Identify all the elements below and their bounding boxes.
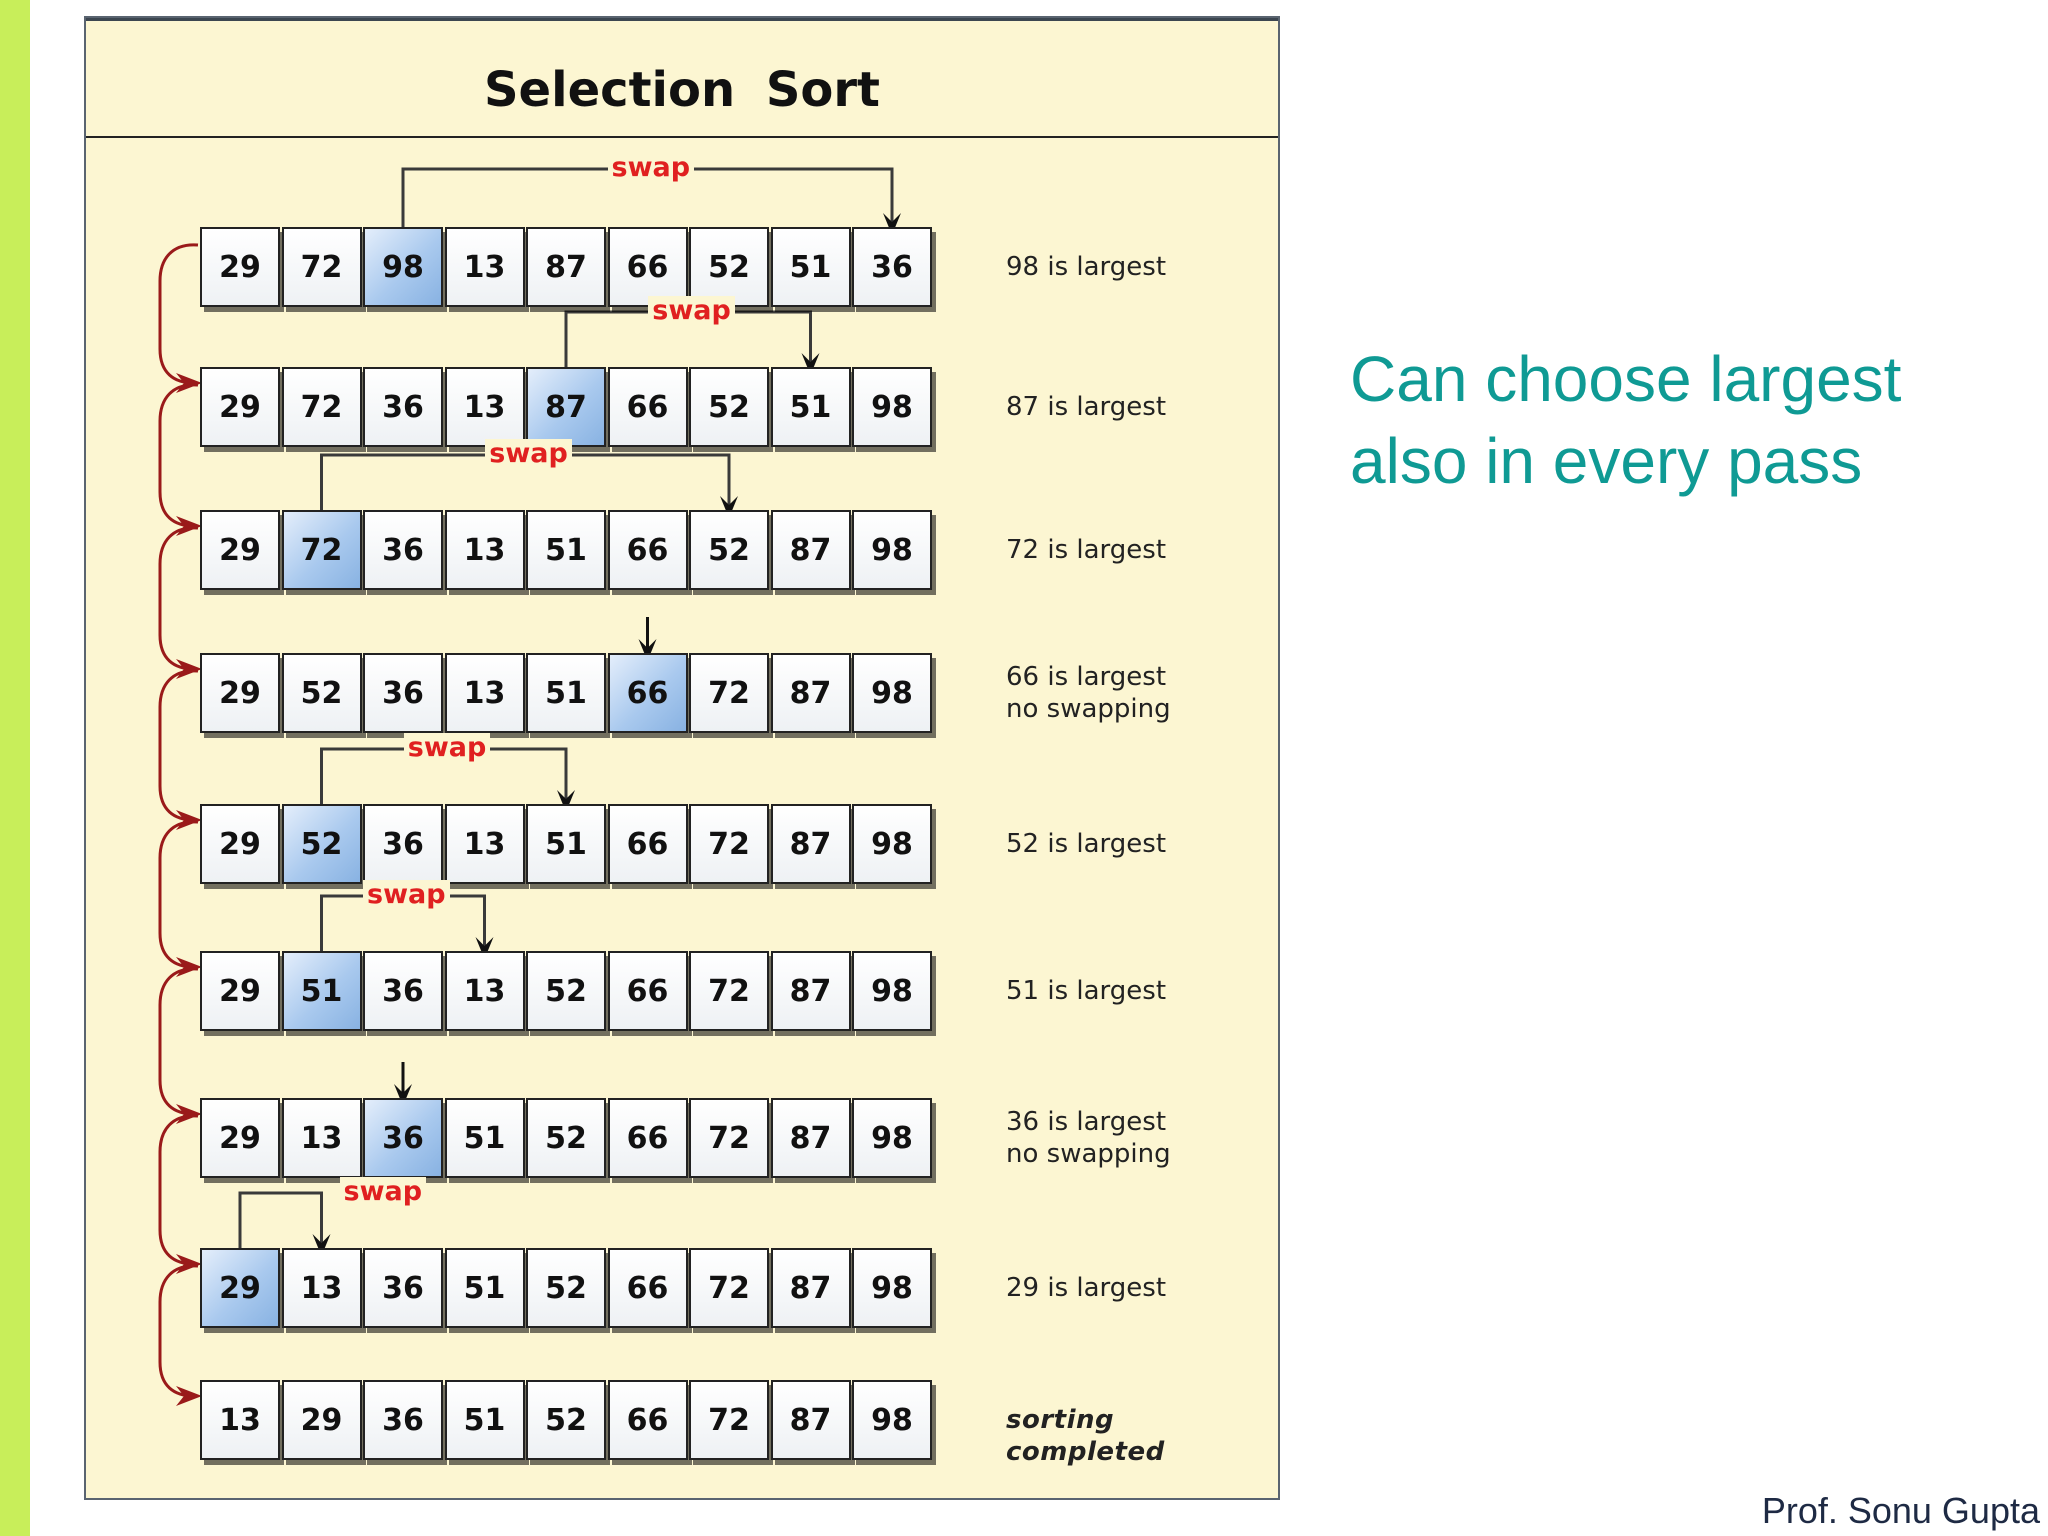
array-cell: 52 [526,1098,606,1178]
array-cell: 51 [445,1098,525,1178]
pass-connector [160,1116,198,1264]
array-cell-largest: 51 [282,951,362,1031]
row-note [1006,828,1266,860]
swap-label: swap [363,880,450,910]
pass-connector [160,822,198,967]
array-cell: 29 [200,653,280,733]
array-cell: 13 [445,653,525,733]
array-cell: 52 [689,227,769,307]
array-cell: 87 [771,951,851,1031]
array-cell: 13 [200,1380,280,1460]
array-cell: 51 [771,367,851,447]
pass-connector-arrowhead [176,659,202,679]
pass-connector [160,969,198,1114]
figure-title: Selection Sort [483,62,880,118]
swap-label: swap [340,1177,427,1207]
array-cell: 29 [200,510,280,590]
row-note [1006,1106,1266,1170]
array-cell-largest: 72 [282,510,362,590]
array-cell: 66 [608,510,688,590]
array-cell: 29 [200,367,280,447]
array-row [200,510,934,590]
array-cell: 98 [852,1248,932,1328]
array-cell: 87 [771,510,851,590]
array-cell-largest: 87 [526,367,606,447]
author-credit: Prof. Sonu Gupta [1761,1490,2040,1531]
array-cell: 72 [689,1380,769,1460]
row-note-line: sorting completed [1006,1405,1165,1467]
row-note-line: 98 is largest [1006,252,1167,282]
array-cell: 36 [363,367,443,447]
array-cell-largest: 66 [608,653,688,733]
array-cell: 66 [608,1248,688,1328]
array-cell: 51 [526,510,606,590]
slide-accent-bar [0,0,30,1536]
array-cell: 13 [445,951,525,1031]
array-cell: 98 [852,510,932,590]
row-note-line: no swapping [1006,1139,1171,1169]
array-cell: 66 [608,227,688,307]
array-cell: 98 [852,804,932,884]
array-cell: 87 [771,1380,851,1460]
array-cell: 36 [363,653,443,733]
selection-sort-figure [84,16,1280,1500]
array-row [200,1098,934,1178]
row-note [1006,534,1266,566]
array-cell: 13 [445,804,525,884]
array-row [200,653,934,733]
array-cell: 72 [689,951,769,1031]
pass-connector-arrowhead [176,516,202,536]
array-cell: 13 [445,227,525,307]
row-note-line: 52 is largest [1006,829,1167,859]
pass-connector-arrowhead [176,957,202,977]
array-cell: 66 [608,804,688,884]
array-cell: 36 [363,1248,443,1328]
row-note-line: 72 is largest [1006,535,1167,565]
array-cell: 51 [445,1248,525,1328]
row-note-line: 87 is largest [1006,392,1167,422]
array-cell: 36 [363,804,443,884]
array-cell: 98 [852,1098,932,1178]
array-cell: 52 [526,1380,606,1460]
array-cell: 72 [689,1098,769,1178]
row-note [1006,391,1266,423]
array-cell: 72 [689,804,769,884]
array-row [200,367,934,447]
array-cell: 36 [852,227,932,307]
pass-connector [160,245,198,383]
row-note [1006,975,1266,1007]
pass-connector-arrowhead [176,1104,202,1124]
array-cell: 29 [200,951,280,1031]
array-cell: 87 [771,653,851,733]
pass-connector-arrowhead [176,1386,202,1406]
array-cell: 29 [200,1098,280,1178]
array-cell: 13 [282,1098,362,1178]
pass-connector [160,385,198,526]
array-cell: 36 [363,1380,443,1460]
array-cell: 52 [689,510,769,590]
row-note [1006,251,1266,283]
array-cell: 13 [445,510,525,590]
array-cell: 98 [852,1380,932,1460]
array-cell: 66 [608,1380,688,1460]
row-note [1006,1404,1266,1468]
row-note-line: 36 is largest [1006,1107,1167,1137]
array-cell: 36 [363,510,443,590]
array-cell: 66 [608,367,688,447]
pass-connector-arrowhead [176,810,202,830]
side-text: Can choose largest also in every pass [1350,343,1902,497]
array-cell: 72 [282,227,362,307]
array-cell: 87 [526,227,606,307]
swap-label: swap [608,153,695,183]
pass-connector [160,671,198,820]
array-cell: 52 [526,1248,606,1328]
swap-label: swap [648,296,735,326]
array-cell: 51 [771,227,851,307]
array-cell-largest: 29 [200,1248,280,1328]
array-cell: 51 [445,1380,525,1460]
swap-bracket [240,1193,322,1248]
pass-connector-arrowhead [176,1254,202,1274]
array-cell-largest: 36 [363,1098,443,1178]
array-cell-largest: 98 [363,227,443,307]
array-cell: 13 [282,1248,362,1328]
array-cell: 72 [689,653,769,733]
row-note-line: 51 is largest [1006,976,1167,1006]
array-cell: 87 [771,1098,851,1178]
row-note-line: 66 is largest [1006,662,1167,692]
array-row [200,1380,934,1460]
pass-connector [160,528,198,669]
row-note [1006,661,1266,725]
array-cell: 87 [771,804,851,884]
row-note-line: 29 is largest [1006,1273,1167,1303]
row-note [1006,1272,1266,1304]
array-row [200,951,934,1031]
array-row [200,227,934,307]
array-cell: 52 [282,653,362,733]
array-cell: 87 [771,1248,851,1328]
array-cell: 29 [200,227,280,307]
array-cell: 72 [689,1248,769,1328]
array-cell: 98 [852,367,932,447]
array-cell: 52 [689,367,769,447]
array-cell: 29 [200,804,280,884]
row-note-line: no swapping [1006,694,1171,724]
array-cell: 29 [282,1380,362,1460]
pass-connector-arrowhead [176,373,202,393]
swap-label: swap [485,439,572,469]
array-row [200,1248,934,1328]
array-cell: 98 [852,951,932,1031]
array-cell: 52 [526,951,606,1031]
array-cell: 13 [445,367,525,447]
swap-label: swap [404,733,491,763]
array-cell-largest: 52 [282,804,362,884]
array-cell: 51 [526,804,606,884]
array-cell: 66 [608,1098,688,1178]
array-cell: 72 [282,367,362,447]
array-cell: 66 [608,951,688,1031]
array-row [200,804,934,884]
array-cell: 98 [852,653,932,733]
array-cell: 36 [363,951,443,1031]
pass-connector [160,1266,198,1396]
array-cell: 51 [526,653,606,733]
